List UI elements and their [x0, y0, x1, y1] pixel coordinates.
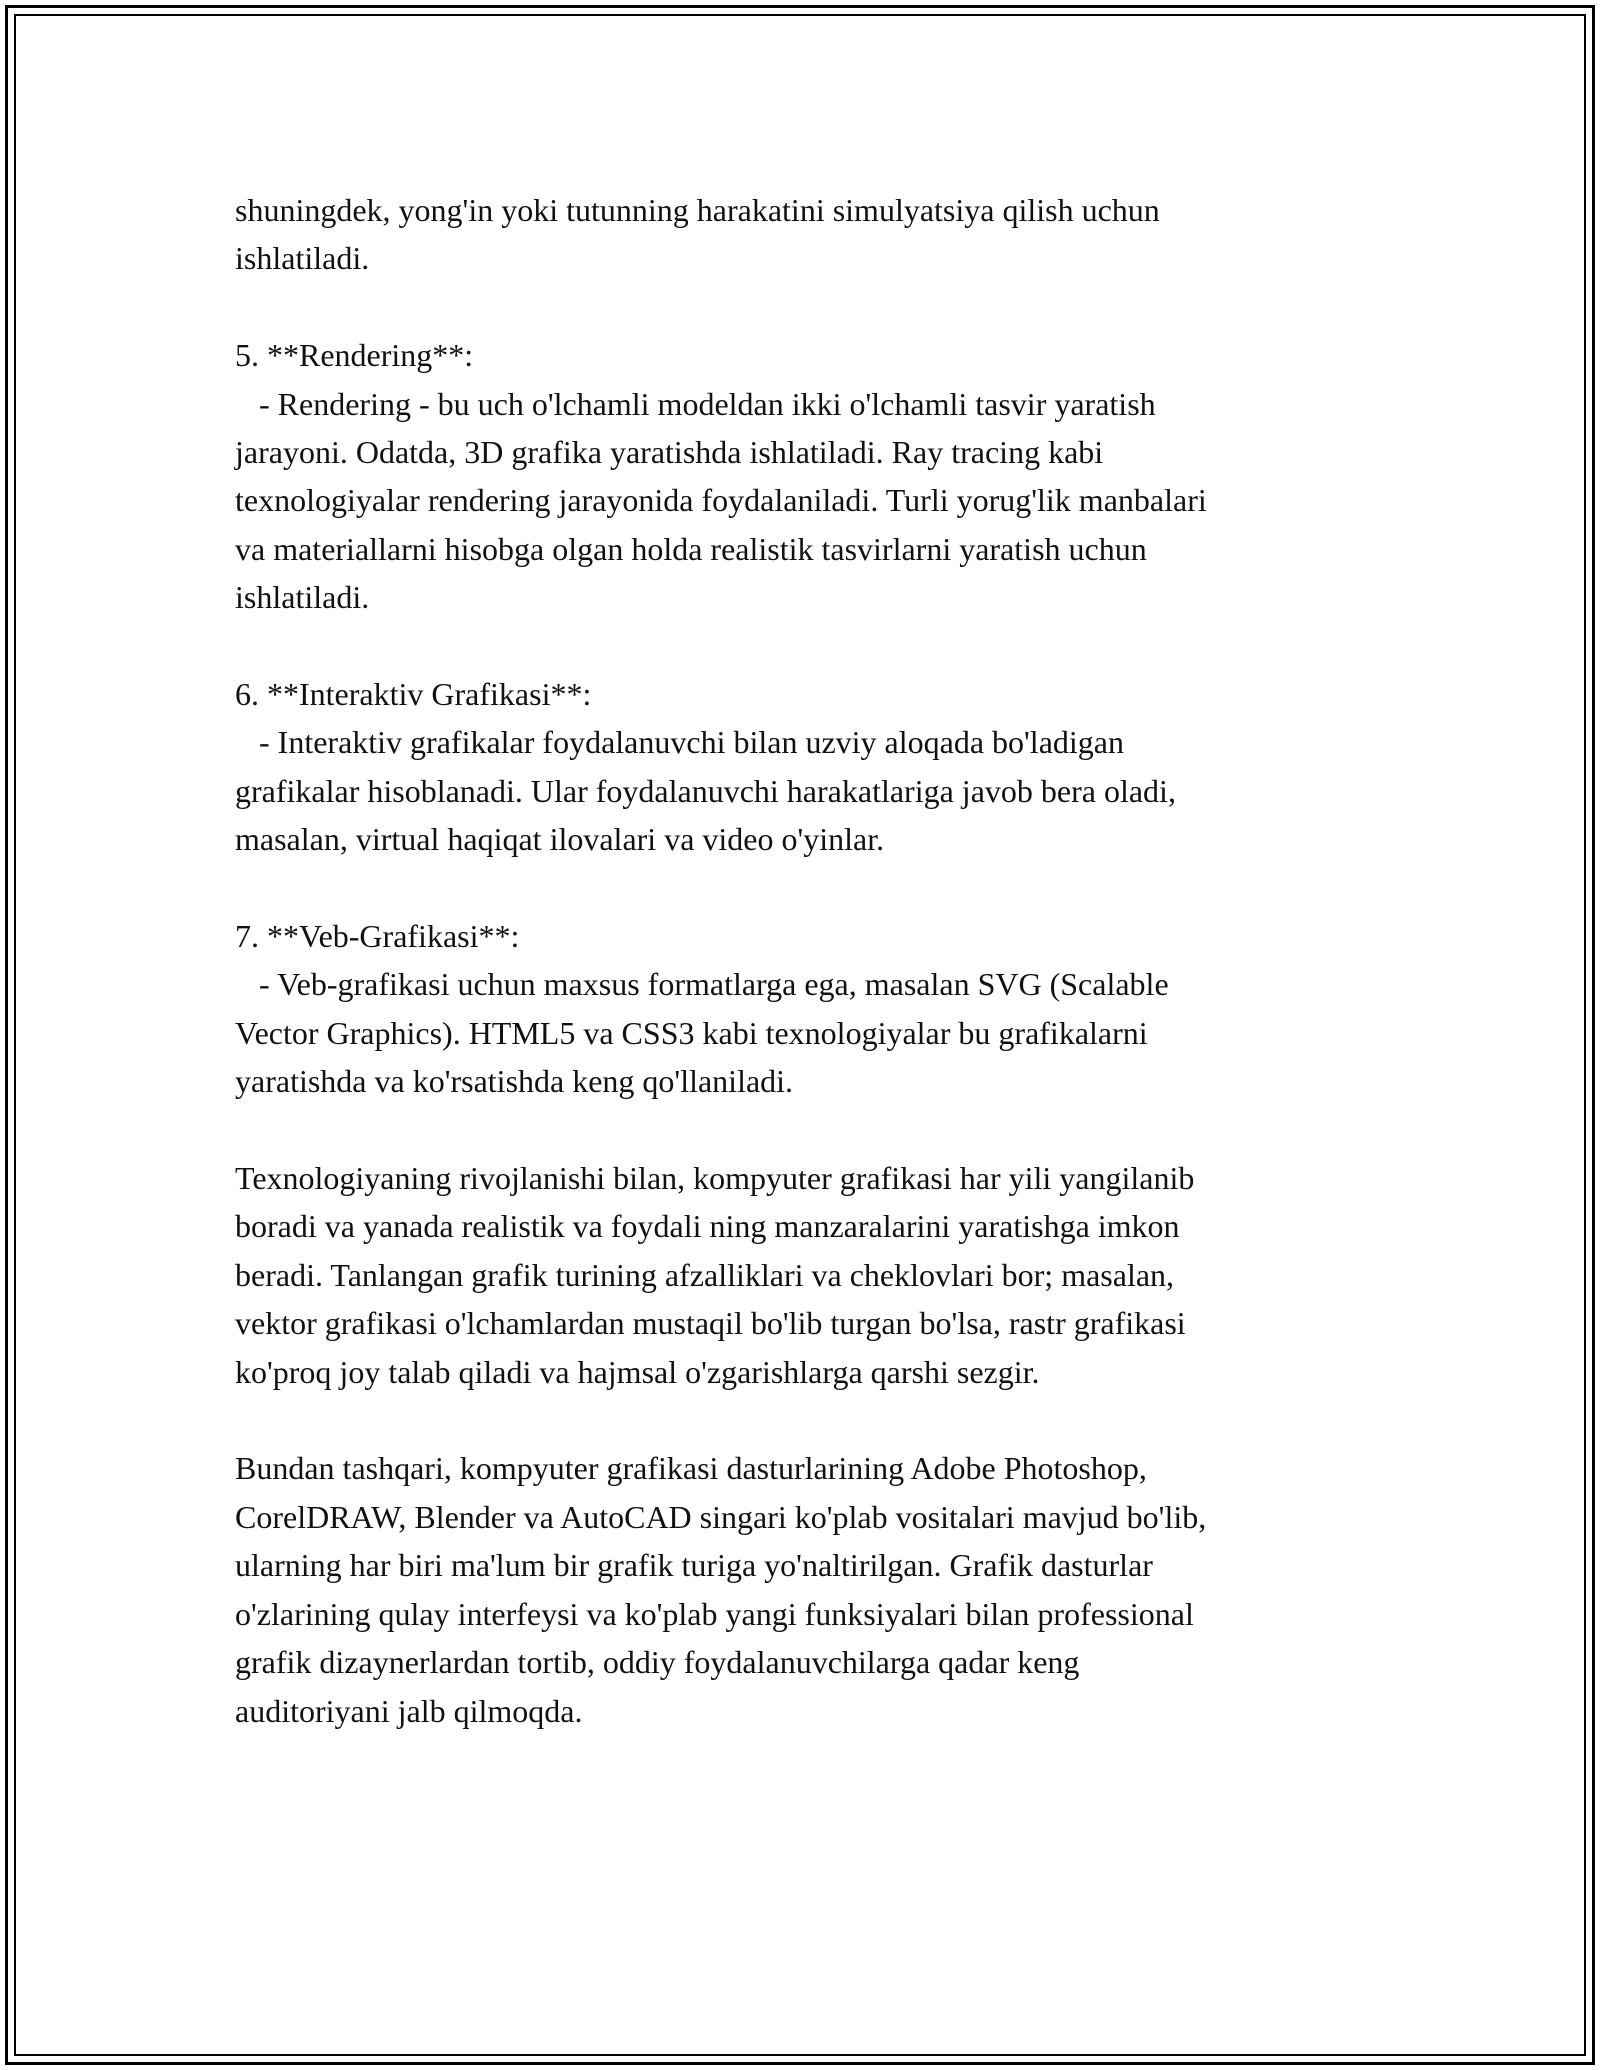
section-interaktiv-grafikasi: [235, 670, 1375, 864]
text-line: vektor grafikasi o'lchamlardan mustaqil bo'lib turgan bo'lsa, rastr grafikasi: [235, 1305, 1186, 1342]
text-line: ko'proq joy talab qiladi va hajmsal o'zgarishlarga qarshi sezgir.: [235, 1353, 1040, 1390]
paragraph-continuation: [235, 186, 1375, 283]
text-line: Vector Graphics). HTML5 va CSS3 kabi texnologiyalar bu grafikalarni: [235, 1014, 1148, 1051]
text-line: auditoriyani jalb qilmoqda.: [235, 1692, 583, 1729]
text-line: ularning har biri ma'lum bir grafik turiga yo'naltirilgan. Grafik dasturlar: [235, 1547, 1153, 1584]
text-line: jarayoni. Odatda, 3D grafika yaratishda ishlatiladi. Ray tracing kabi: [235, 434, 1104, 471]
text-line: ishlatiladi.: [235, 579, 370, 616]
text-line: CorelDRAW, Blender va AutoCAD singari ko'plab vositalari mavjud bo'lib,: [235, 1498, 1207, 1535]
text-line: - Interaktiv grafikalar foydalanuvchi bilan uzviy aloqada bo'ladigan: [235, 724, 1124, 761]
document-body: [235, 186, 1375, 1783]
section-heading: 5. **Rendering**:: [235, 337, 474, 374]
paragraph-graphics-software: [235, 1444, 1375, 1734]
text-line: masalan, virtual haqiqat ilovalari va video o'yinlar.: [235, 821, 885, 858]
section-veb-grafikasi: [235, 912, 1375, 1106]
text-line: texnologiyalar rendering jarayonida foydalaniladi. Turli yorug'lik manbalari: [235, 482, 1207, 519]
text-line: boradi va yanada realistik va foydali ning manzaralarini yaratishga imkon: [235, 1208, 1180, 1245]
text-line: shuningdek, yong'in yoki tutunning harakatini simulyatsiya qilish uchun: [235, 192, 1160, 228]
section-heading: 7. **Veb-Grafikasi**:: [235, 918, 520, 955]
text-line: grafikalar hisoblanadi. Ular foydalanuvchi harakatlariga javob bera oladi,: [235, 772, 1176, 809]
text-line: Bundan tashqari, kompyuter grafikasi dasturlarining Adobe Photoshop,: [235, 1450, 1147, 1487]
text-line: beradi. Tanlangan grafik turining afzalliklari va cheklovlari bor; masalan,: [235, 1256, 1175, 1293]
text-line: grafik dizaynerlardan tortib, oddiy foydalanuvchilarga qadar keng: [235, 1644, 1080, 1681]
text-line: - Veb-grafikasi uchun maxsus formatlarga ega, masalan SVG (Scalable: [235, 966, 1169, 1003]
text-line: Texnologiyaning rivojlanishi bilan, kompyuter grafikasi har yili yangilanib: [235, 1160, 1195, 1197]
text-line: va materiallarni hisobga olgan holda realistik tasvirlarni yaratish uchun: [235, 530, 1147, 567]
text-line: yaratishda va ko'rsatishda keng qo'llaniladi.: [235, 1063, 794, 1100]
text-line: - Rendering - bu uch o'lchamli modeldan ikki o'lchamli tasvir yaratish: [235, 385, 1156, 422]
paragraph-technology-development: [235, 1154, 1375, 1396]
section-heading: 6. **Interaktiv Grafikasi**:: [235, 676, 592, 713]
section-rendering: [235, 331, 1375, 621]
text-line: o'zlarining qulay interfeysi va ko'plab yangi funksiyalari bilan professional: [235, 1595, 1194, 1632]
text-line: ishlatiladi.: [235, 240, 370, 277]
